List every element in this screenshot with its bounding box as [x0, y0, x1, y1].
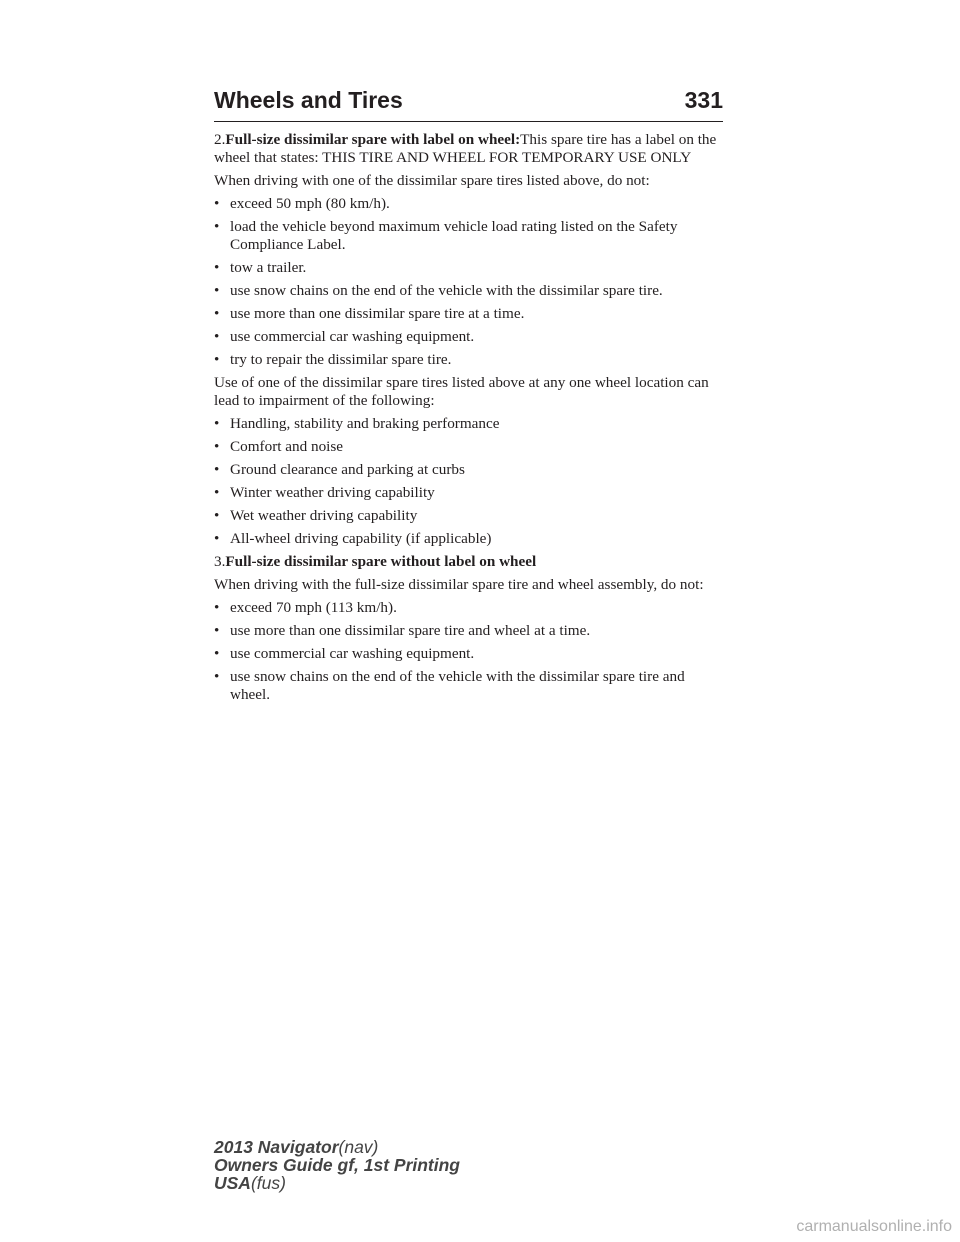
list-item	[214, 645, 723, 663]
page-number: 331	[684, 87, 723, 113]
list-item	[214, 484, 723, 502]
list-item	[214, 415, 723, 433]
list-item-text: Comfort and noise	[230, 438, 344, 455]
list-item	[214, 195, 723, 213]
item-2-text: This spare tire has a label on the wheel that states: THIS TIRE AND WHEEL FOR TEMPORARY USE ONLY	[214, 131, 717, 166]
list-item-text: Ground clearance and parking at curbs	[230, 461, 465, 478]
section-title: Wheels and Tires	[214, 87, 403, 113]
list-item	[214, 530, 723, 548]
intro-paragraph-1: When driving with one of the dissimilar spare tires listed above, do not:	[214, 172, 650, 189]
page-header	[214, 85, 723, 122]
list-item	[214, 328, 723, 346]
list-item-text: use more than one dissimilar spare tire at a time.	[230, 305, 525, 322]
list-item-text: use snow chains on the end of the vehicle with the dissimilar spare tire.	[230, 282, 663, 299]
bullet-icon: •	[214, 668, 220, 685]
list-item-text: load the vehicle beyond maximum vehicle load rating listed on the Safety Compliance Label.	[230, 218, 678, 253]
footer-line-market	[214, 1174, 460, 1192]
bullet-icon: •	[214, 507, 220, 524]
bullet-icon: •	[214, 195, 220, 212]
item-3-paragraph	[214, 553, 723, 571]
list-item-text: All-wheel driving capability (if applicable)	[230, 530, 492, 547]
bullet-icon: •	[214, 438, 220, 455]
bullet-icon: •	[214, 461, 220, 478]
list-item-text: use commercial car washing equipment.	[230, 645, 475, 662]
list-item	[214, 282, 723, 300]
bullet-icon: •	[214, 484, 220, 501]
list-item-text: Handling, stability and braking performance	[230, 415, 500, 432]
list-item	[214, 218, 723, 254]
list-item-text: try to repair the dissimilar spare tire.	[230, 351, 452, 368]
footer-market-code: (fus)	[250, 1173, 286, 1193]
bullet-icon: •	[214, 305, 220, 322]
item-2-heading: Full-size dissimilar spare with label on wheel:	[225, 131, 521, 148]
list-item-text: use more than one dissimilar spare tire and wheel at a time.	[230, 622, 591, 639]
list-item	[214, 351, 723, 369]
bullet-icon: •	[214, 328, 220, 345]
list-item-text: tow a trailer.	[230, 259, 307, 276]
bullet-icon: •	[214, 282, 220, 299]
bullet-icon: •	[214, 622, 220, 639]
list-item	[214, 461, 723, 479]
watermark-text: carmanualsonline.info	[796, 1218, 952, 1235]
list-item-text: exceed 50 mph (80 km/h).	[230, 195, 390, 212]
list-item-text: exceed 70 mph (113 km/h).	[230, 599, 397, 616]
list-item	[214, 622, 723, 640]
footer-market: USA	[214, 1173, 251, 1193]
bullet-icon: •	[214, 351, 220, 368]
intro-paragraph-3: When driving with the full-size dissimilar spare tire and wheel assembly, do not:	[214, 576, 704, 593]
page-content	[214, 131, 723, 709]
bullet-icon: •	[214, 530, 220, 547]
footer-line-model	[214, 1138, 460, 1156]
bullet-icon: •	[214, 259, 220, 276]
list-item	[214, 507, 723, 525]
list-item-text: Wet weather driving capability	[230, 507, 418, 524]
item-2-number: 2.	[214, 131, 226, 148]
footer-line-guide	[214, 1156, 460, 1174]
list-item-text: use commercial car washing equipment.	[230, 328, 475, 345]
item-3-number: 3.	[214, 553, 226, 570]
list-item-text: Winter weather driving capability	[230, 484, 435, 501]
item-2-paragraph	[214, 131, 723, 167]
list-item	[214, 599, 723, 617]
bullet-icon: •	[214, 645, 220, 662]
item-3-heading: Full-size dissimilar spare without label on wheel	[225, 553, 537, 570]
list-item	[214, 438, 723, 456]
bullet-icon: •	[214, 218, 220, 235]
footer-model-code: (nav)	[338, 1137, 379, 1157]
list-item	[214, 305, 723, 323]
footer-model: 2013 Navigator	[214, 1137, 339, 1157]
footer-guide: Owners Guide gf, 1st Printing	[214, 1155, 460, 1175]
list-item	[214, 668, 723, 704]
bullet-icon: •	[214, 415, 220, 432]
bullet-icon: •	[214, 599, 220, 616]
list-item-text: use snow chains on the end of the vehicle with the dissimilar spare tire and wheel.	[230, 668, 685, 703]
intro-paragraph-2: Use of one of the dissimilar spare tires listed above at any one wheel location can lead to impairment of the following:	[214, 374, 709, 409]
list-item	[214, 259, 723, 277]
page-footer	[214, 1138, 460, 1192]
